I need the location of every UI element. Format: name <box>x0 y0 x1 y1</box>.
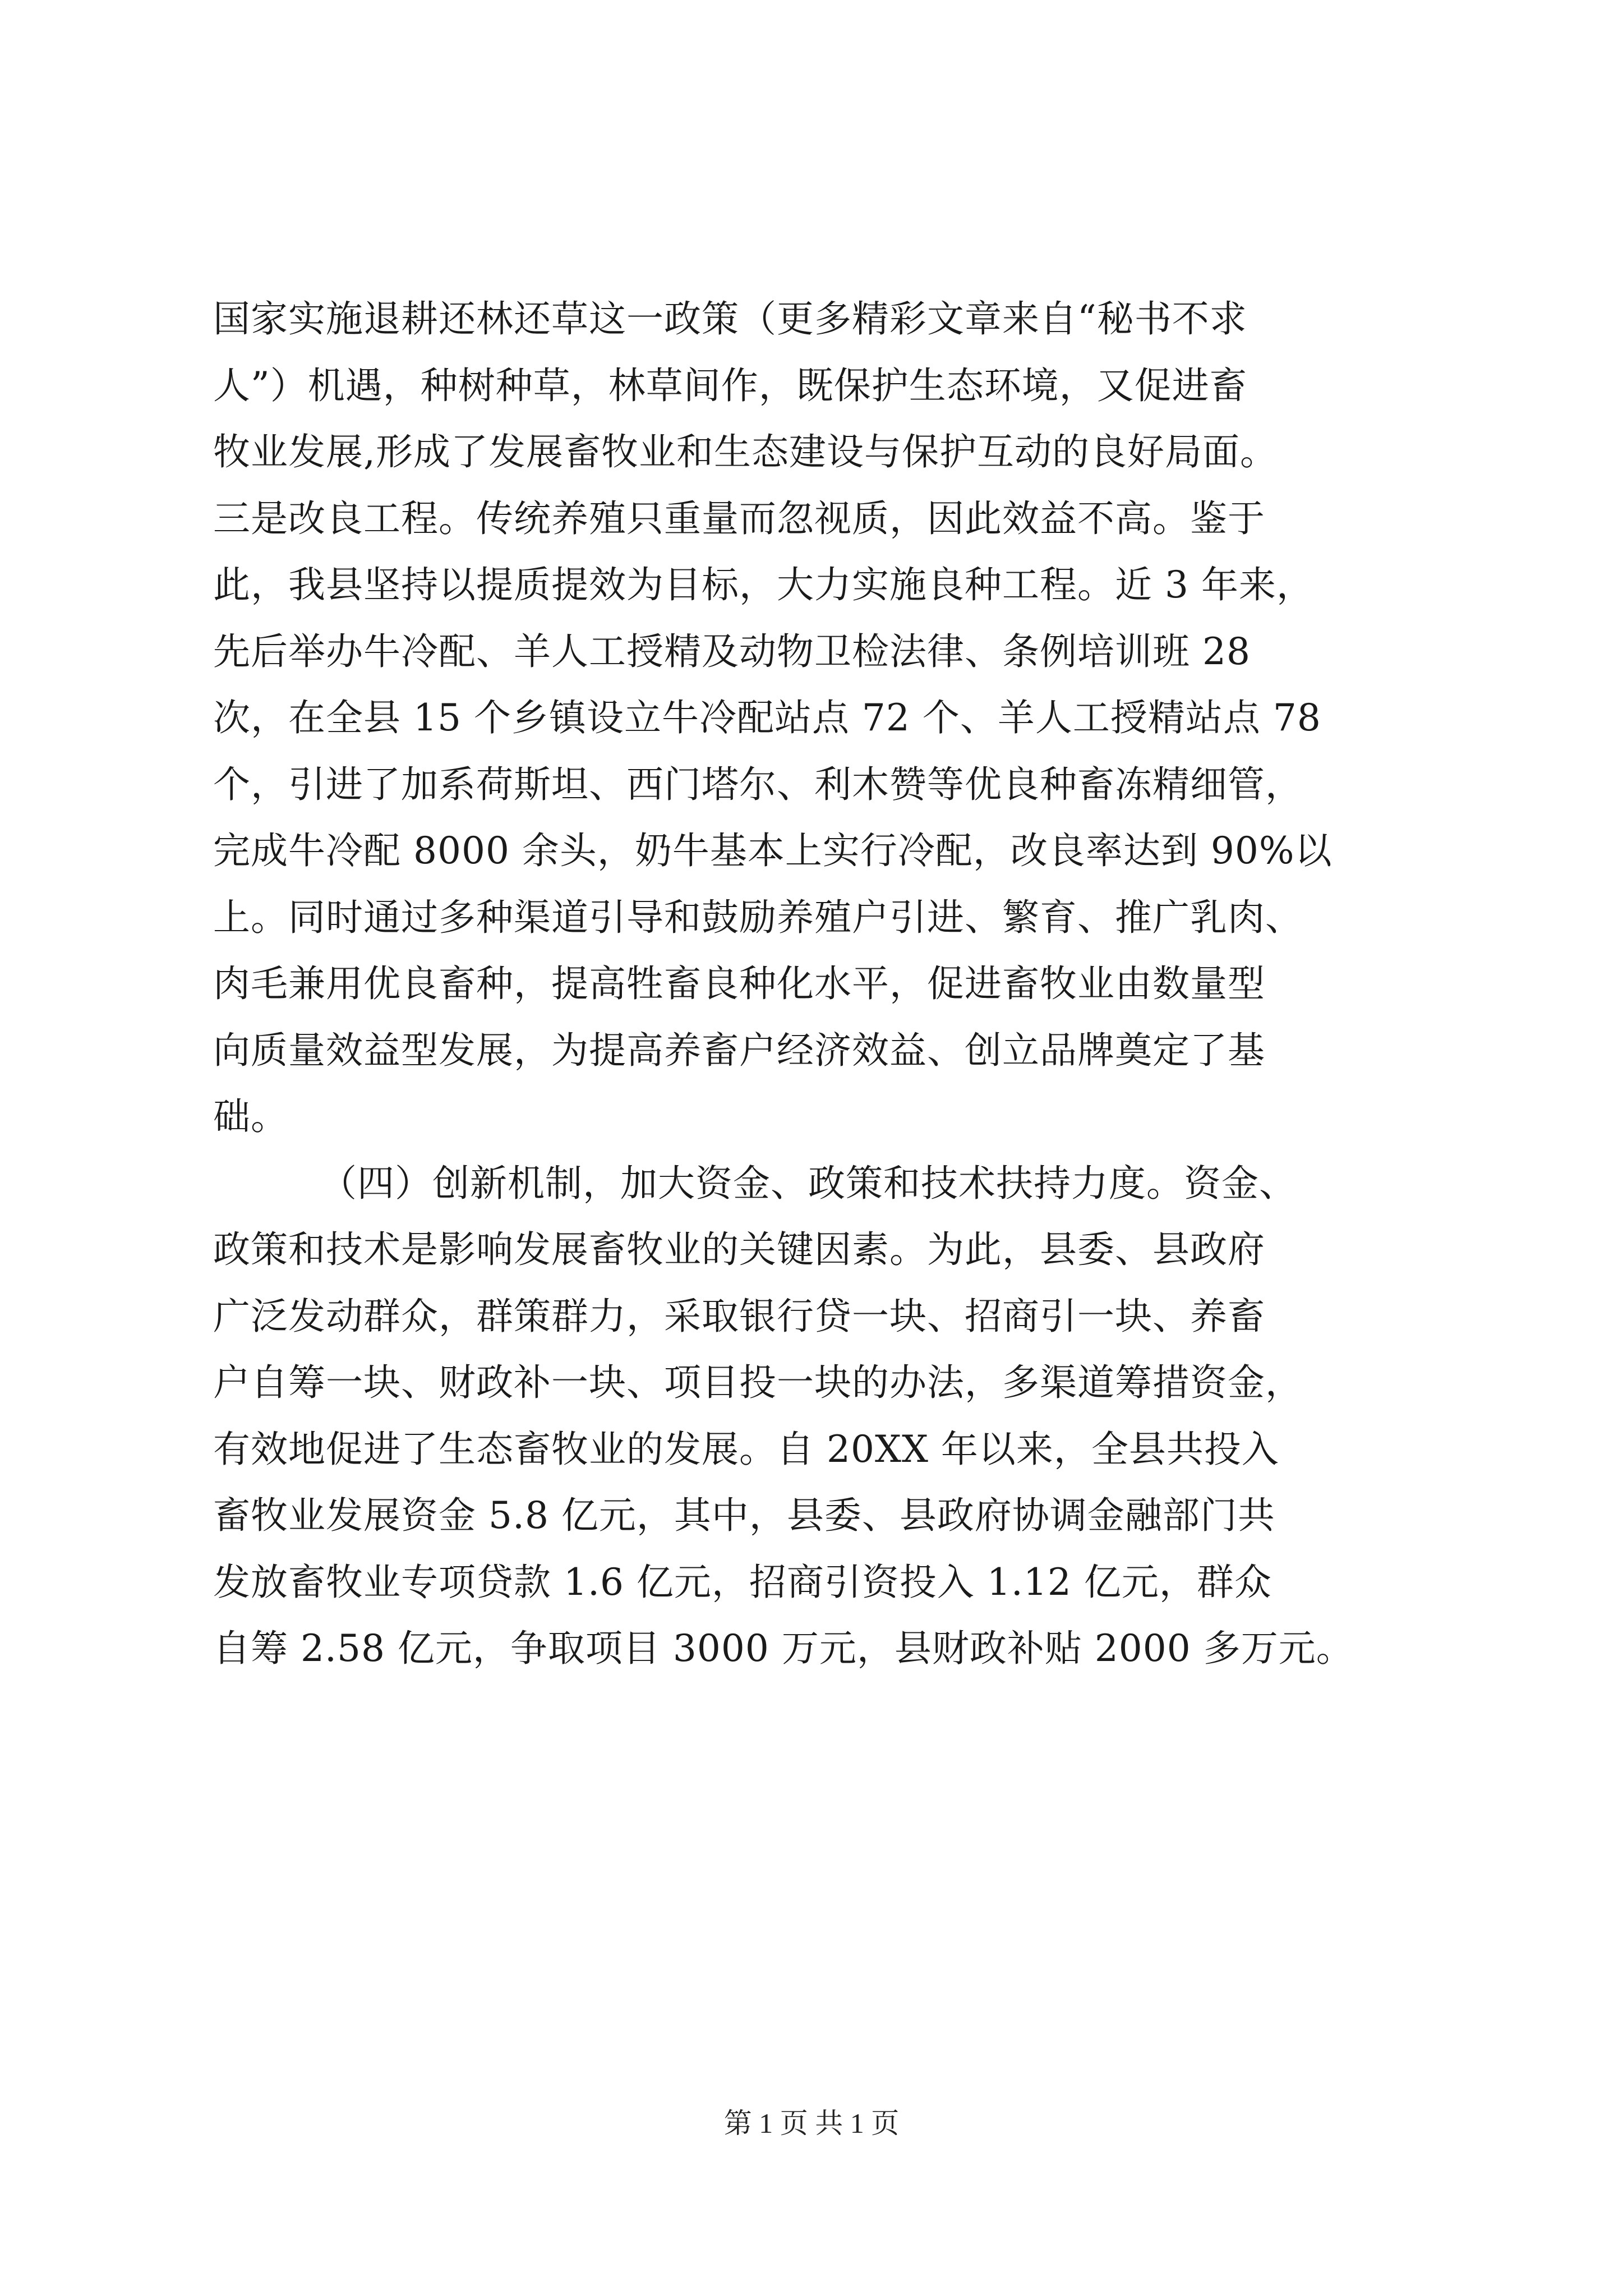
text-line: 自筹 2.58 亿元，争取项目 3000 万元，县财政补贴 2000 多万元。 <box>213 1627 1354 1670</box>
text-line: 上。同时通过多种渠道引导和鼓励养殖户引进、繁育、推广乳肉、 <box>213 895 1303 939</box>
text-line: 广泛发动群众，群策群力，采取银行贷一块、招商引一块、养畜 <box>213 1294 1265 1338</box>
body-text <box>213 286 1424 1682</box>
text-line: 次，在全县 15 个乡镇设立牛冷配站点 72 个、羊人工授精站点 78 <box>213 696 1321 739</box>
text-line: 发放畜牧业专项贷款 1.6 亿元，招商引资投入 1.12 亿元，群众 <box>213 1560 1272 1604</box>
text-line: 个，引进了加系荷斯坦、西门塔尔、利木赞等优良种畜冻精细管， <box>213 762 1303 806</box>
text-line: 向质量效益型发展，为提高养畜户经济效益、创立品牌奠定了基 <box>213 1028 1265 1072</box>
text-line: 完成牛冷配 8000 余头，奶牛基本上实行冷配，改良率达到 90%以 <box>213 829 1332 872</box>
text-line: 牧业发展,形成了发展畜牧业和生态建设与保护互动的良好局面。 <box>213 430 1278 473</box>
section-heading-line: （四）创新机制，加大资金、政策和技术扶持力度。资金、 <box>320 1161 1297 1205</box>
text-line: 础。 <box>213 1095 288 1138</box>
text-line: 人”）机遇，种树种草，林草间作，既保护生态环境，又促进畜 <box>213 364 1247 407</box>
text-line: 国家实施退耕还林还草这一政策（更多精彩文章来自“秘书不求 <box>213 297 1247 341</box>
text-line: 三是改良工程。传统养殖只重量而忽视质，因此效益不高。鉴于 <box>213 496 1265 540</box>
text-line: 政策和技术是影响发展畜牧业的关键因素。为此，县委、县政府 <box>213 1228 1265 1271</box>
text-line: 肉毛兼用优良畜种，提高牲畜良种化水平，促进畜牧业由数量型 <box>213 962 1265 1005</box>
text-line: 有效地促进了生态畜牧业的发展。自 20XX 年以来，全县共投入 <box>213 1427 1279 1471</box>
text-line: 畜牧业发展资金 5.8 亿元，其中，县委、县政府协调金融部门共 <box>213 1494 1275 1537</box>
text-line: 此，我县坚持以提质提效为目标，大力实施良种工程。近 3 年来， <box>213 563 1314 606</box>
text-line: 先后举办牛冷配、羊人工授精及动物卫检法律、条例培训班 28 <box>213 629 1251 673</box>
page-footer: 第 1 页 共 1 页 <box>723 2108 900 2139</box>
text-line: 户自筹一块、财政补一块、项目投一块的办法，多渠道筹措资金， <box>213 1361 1303 1404</box>
